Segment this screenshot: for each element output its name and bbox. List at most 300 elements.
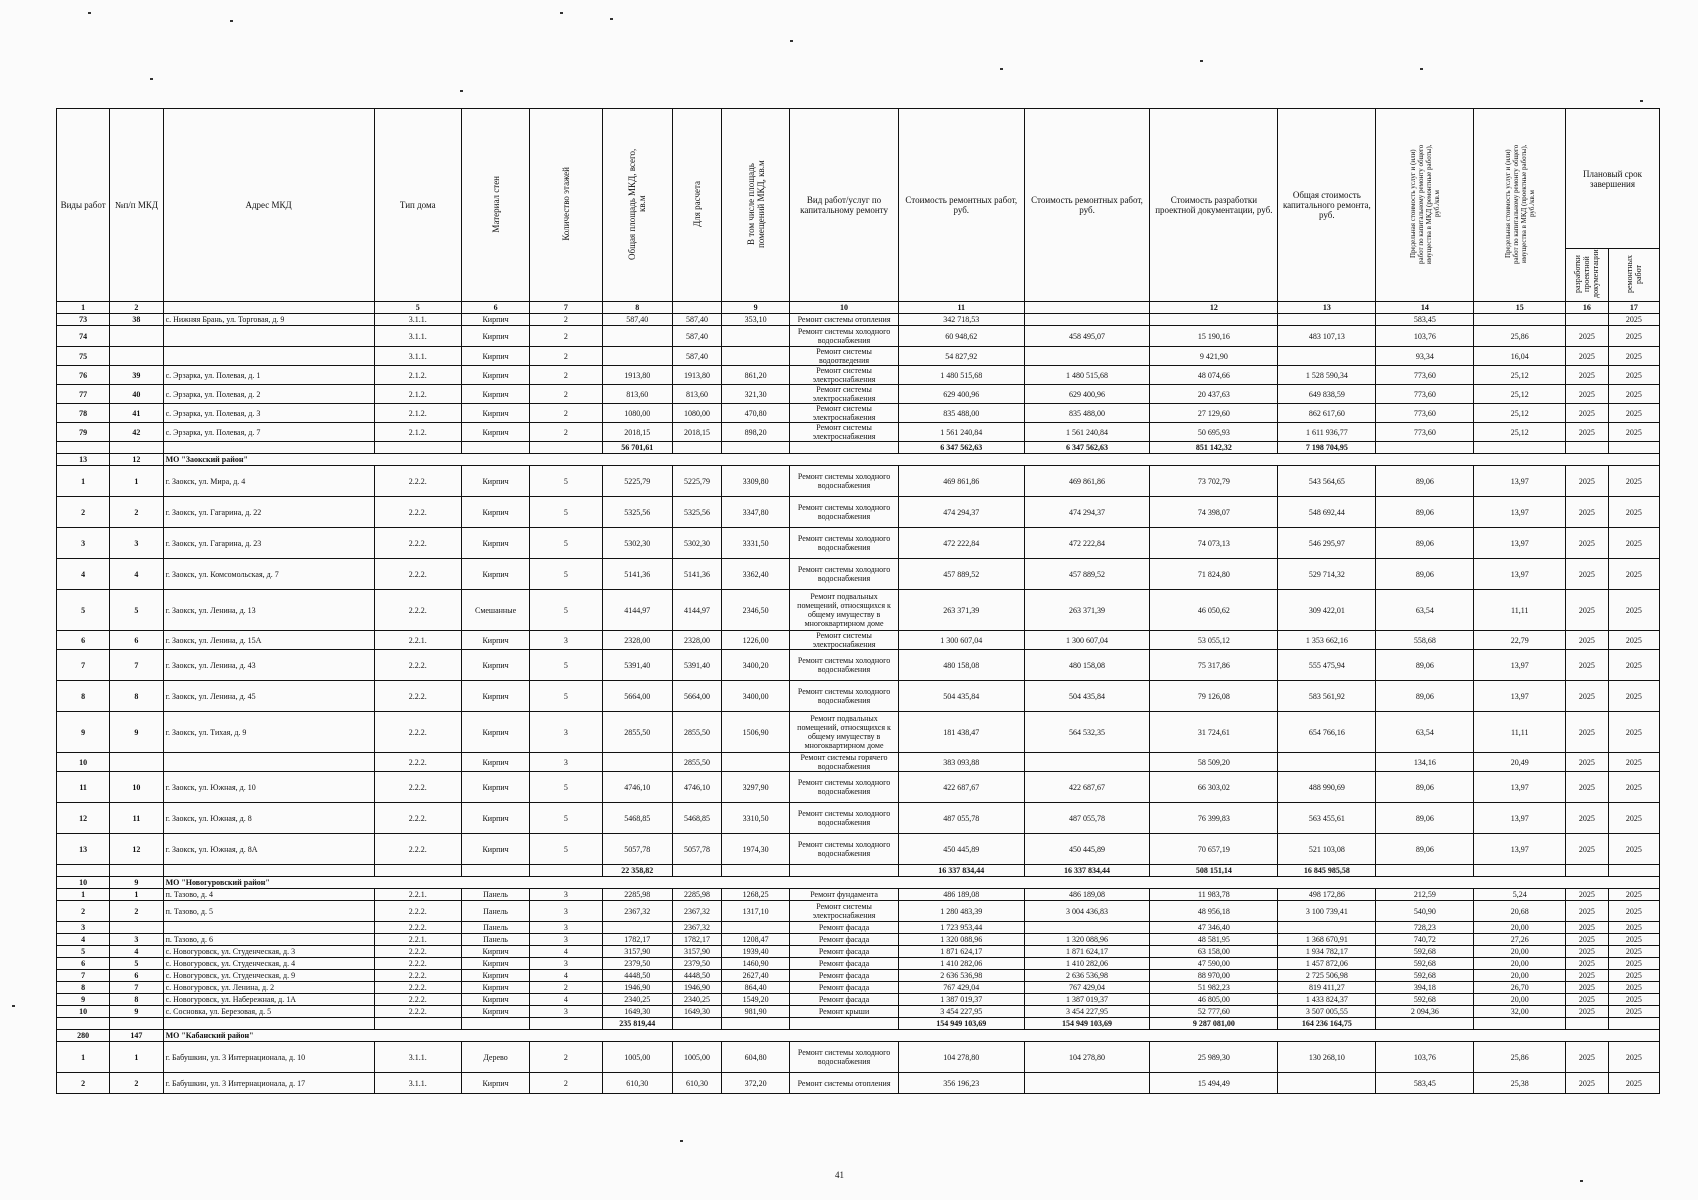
cell-max-cost-works: 212,59 bbox=[1376, 889, 1474, 901]
cell-repair-cost-1: 1 300 607,04 bbox=[898, 631, 1024, 650]
cell-repair-cost-1: 1 723 953,44 bbox=[898, 922, 1024, 934]
cell-house-type: 2.2.2. bbox=[374, 772, 461, 803]
cell-max-cost-works: 773,60 bbox=[1376, 366, 1474, 385]
cell-total-area: 1005,00 bbox=[602, 1042, 672, 1073]
cell-house-type: 2.1.2. bbox=[374, 404, 461, 423]
table-row bbox=[57, 803, 1660, 834]
cell-vid-rabot: 9 bbox=[57, 712, 110, 753]
cell-floors: 3 bbox=[530, 934, 602, 946]
cell-premises-area: 1268,25 bbox=[721, 889, 789, 901]
cell-work-type: Ремонт системы холодного водоснабжения bbox=[790, 803, 899, 834]
column-number: 7 bbox=[530, 302, 602, 314]
cell-max-cost-works: 540,90 bbox=[1376, 901, 1474, 922]
cell-work-type: Ремонт системы холодного водоснабжения bbox=[790, 559, 899, 590]
cell-house-type: 2.2.2. bbox=[374, 753, 461, 772]
col-planned-term: Плановый срок завершения bbox=[1566, 109, 1660, 249]
subtotal-repair-cost-2: 16 337 834,44 bbox=[1024, 865, 1150, 877]
cell-total-area: 1080,00 bbox=[602, 404, 672, 423]
cell-address: г. Заокск, ул. Ленина, д. 13 bbox=[163, 590, 374, 631]
cell-nn-mkd: 9 bbox=[110, 712, 163, 753]
cell-calc-area: 1913,80 bbox=[672, 366, 721, 385]
cell-calc-area: 3157,90 bbox=[672, 946, 721, 958]
cell-max-cost-design: 25,86 bbox=[1474, 326, 1566, 347]
cell-max-cost-design: 5,24 bbox=[1474, 889, 1566, 901]
col-total-area: Общая площадь МКД, всего, кв.м bbox=[602, 109, 672, 302]
cell-premises-area bbox=[721, 922, 789, 934]
cell-work-type: Ремонт системы отопления bbox=[790, 314, 899, 326]
cell-design-cost: 48 074,66 bbox=[1150, 366, 1278, 385]
subtotal-vid-rabot bbox=[57, 1018, 110, 1030]
cell-nn-mkd: 1 bbox=[110, 889, 163, 901]
cell-address: г. Заокск, ул. Южная, д. 10 bbox=[163, 772, 374, 803]
cell-house-type: 2.2.2. bbox=[374, 497, 461, 528]
cell-term-repair: 2025 bbox=[1608, 631, 1659, 650]
col-house-type: Тип дома bbox=[374, 109, 461, 302]
cell-address: с. Нижняя Брань, ул. Торговая, д. 9 bbox=[163, 314, 374, 326]
cell-work-type: Ремонт системы электроснабжения bbox=[790, 366, 899, 385]
cell-total-area: 5664,00 bbox=[602, 681, 672, 712]
cell-term-repair: 2025 bbox=[1608, 366, 1659, 385]
cell-term-design: 2025 bbox=[1566, 772, 1609, 803]
cell-repair-cost-2 bbox=[1024, 347, 1150, 366]
subtotal-total-area: 22 358,82 bbox=[602, 865, 672, 877]
cell-design-cost: 71 824,80 bbox=[1150, 559, 1278, 590]
column-number: 9 bbox=[721, 302, 789, 314]
col-address: Адрес МКД bbox=[163, 109, 374, 302]
cell-term-design: 2025 bbox=[1566, 934, 1609, 946]
cell-vid-rabot: 7 bbox=[57, 970, 110, 982]
cell-max-cost-works: 773,60 bbox=[1376, 404, 1474, 423]
cell-nn-mkd: 6 bbox=[110, 970, 163, 982]
cell-nn-mkd: 41 bbox=[110, 404, 163, 423]
page-number: 41 bbox=[835, 1170, 844, 1180]
cell-max-cost-design: 13,97 bbox=[1474, 466, 1566, 497]
cell-premises-area: 3310,50 bbox=[721, 803, 789, 834]
cell-total-cost: 862 617,60 bbox=[1278, 404, 1376, 423]
scan-speck bbox=[1580, 1180, 1583, 1182]
cell-total-area: 4144,97 bbox=[602, 590, 672, 631]
cell-total-cost: 555 475,94 bbox=[1278, 650, 1376, 681]
cell-repair-cost-2: 1 320 088,96 bbox=[1024, 934, 1150, 946]
cell-repair-cost-2: 487 055,78 bbox=[1024, 803, 1150, 834]
cell-repair-cost-2: 3 004 436,83 bbox=[1024, 901, 1150, 922]
cell-repair-cost-1: 342 718,53 bbox=[898, 314, 1024, 326]
cell-work-type: Ремонт фасада bbox=[790, 970, 899, 982]
cell-total-cost bbox=[1278, 314, 1376, 326]
cell-premises-area bbox=[721, 753, 789, 772]
cell-address: г. Бабушкин, ул. 3 Интернационала, д. 17 bbox=[163, 1073, 374, 1094]
cell-max-cost-design: 25,38 bbox=[1474, 1073, 1566, 1094]
subtotal-total-cost: 164 236 164,75 bbox=[1278, 1018, 1376, 1030]
cell-floors: 3 bbox=[530, 753, 602, 772]
cell-floors: 2 bbox=[530, 1073, 602, 1094]
column-number-row bbox=[57, 302, 1660, 314]
district-name: МО "Кабанский район" bbox=[163, 1030, 1659, 1042]
cell-floors: 5 bbox=[530, 834, 602, 865]
cell-nn-mkd: 8 bbox=[110, 681, 163, 712]
subtotal-term-repair bbox=[1608, 442, 1659, 454]
col-term-design: разработки проектной документации bbox=[1566, 249, 1609, 302]
cell-work-type: Ремонт системы электроснабжения bbox=[790, 901, 899, 922]
district-cell-nn-mkd: 12 bbox=[110, 454, 163, 466]
cell-total-area: 2328,00 bbox=[602, 631, 672, 650]
capital-repair-table-container bbox=[56, 108, 1660, 1094]
table-header bbox=[57, 109, 1660, 314]
cell-total-area: 5468,85 bbox=[602, 803, 672, 834]
cell-house-type: 3.1.1. bbox=[374, 326, 461, 347]
cell-term-repair: 2025 bbox=[1608, 982, 1659, 994]
cell-house-type: 3.1.1. bbox=[374, 1042, 461, 1073]
subtotal-address bbox=[163, 1018, 374, 1030]
cell-total-cost: 521 103,08 bbox=[1278, 834, 1376, 865]
cell-premises-area: 1939,40 bbox=[721, 946, 789, 958]
table-row bbox=[57, 834, 1660, 865]
cell-total-area: 4448,50 bbox=[602, 970, 672, 982]
cell-design-cost bbox=[1150, 314, 1278, 326]
column-number: 5 bbox=[374, 302, 461, 314]
subtotal-calc-area bbox=[672, 442, 721, 454]
cell-wall-material: Кирпич bbox=[461, 631, 529, 650]
column-number bbox=[163, 302, 374, 314]
cell-house-type: 2.2.1. bbox=[374, 889, 461, 901]
cell-design-cost: 31 724,61 bbox=[1150, 712, 1278, 753]
cell-total-area: 5302,30 bbox=[602, 528, 672, 559]
cell-design-cost: 51 982,23 bbox=[1150, 982, 1278, 994]
cell-term-repair: 2025 bbox=[1608, 559, 1659, 590]
cell-nn-mkd: 4 bbox=[110, 559, 163, 590]
subtotal-max-cost-design bbox=[1474, 442, 1566, 454]
cell-premises-area: 2346,50 bbox=[721, 590, 789, 631]
cell-repair-cost-1: 504 435,84 bbox=[898, 681, 1024, 712]
cell-house-type: 2.2.2. bbox=[374, 982, 461, 994]
cell-max-cost-design: 20,68 bbox=[1474, 901, 1566, 922]
district-row bbox=[57, 454, 1660, 466]
cell-term-repair: 2025 bbox=[1608, 994, 1659, 1006]
cell-repair-cost-1: 263 371,39 bbox=[898, 590, 1024, 631]
cell-repair-cost-1: 54 827,92 bbox=[898, 347, 1024, 366]
table-row bbox=[57, 466, 1660, 497]
subtotal-address bbox=[163, 865, 374, 877]
cell-house-type: 2.1.2. bbox=[374, 385, 461, 404]
cell-total-cost bbox=[1278, 753, 1376, 772]
cell-vid-rabot: 8 bbox=[57, 681, 110, 712]
col-total-cost: Общая стоимость капитального ремонта, руб. bbox=[1278, 109, 1376, 302]
cell-total-area: 2855,50 bbox=[602, 712, 672, 753]
cell-max-cost-works: 728,23 bbox=[1376, 922, 1474, 934]
table-row bbox=[57, 347, 1660, 366]
cell-vid-rabot: 2 bbox=[57, 901, 110, 922]
table-row bbox=[57, 1042, 1660, 1073]
cell-address: г. Заокск, ул. Гагарина, д. 22 bbox=[163, 497, 374, 528]
cell-max-cost-design: 16,04 bbox=[1474, 347, 1566, 366]
cell-total-cost: 546 295,97 bbox=[1278, 528, 1376, 559]
cell-nn-mkd: 5 bbox=[110, 958, 163, 970]
subtotal-house-type bbox=[374, 442, 461, 454]
cell-calc-area: 587,40 bbox=[672, 314, 721, 326]
cell-total-cost: 649 838,59 bbox=[1278, 385, 1376, 404]
cell-term-repair: 2025 bbox=[1608, 497, 1659, 528]
col-repair-cost-1: Стоимость ремонтных работ, руб. bbox=[898, 109, 1024, 302]
cell-address: п. Тазово, д. 4 bbox=[163, 889, 374, 901]
cell-total-cost: 548 692,44 bbox=[1278, 497, 1376, 528]
cell-total-area bbox=[602, 753, 672, 772]
cell-nn-mkd: 2 bbox=[110, 1073, 163, 1094]
cell-term-repair: 2025 bbox=[1608, 772, 1659, 803]
cell-calc-area: 5664,00 bbox=[672, 681, 721, 712]
subtotal-term-design bbox=[1566, 442, 1609, 454]
cell-vid-rabot: 6 bbox=[57, 958, 110, 970]
cell-repair-cost-1: 450 445,89 bbox=[898, 834, 1024, 865]
cell-wall-material: Кирпич bbox=[461, 423, 529, 442]
cell-address bbox=[163, 326, 374, 347]
district-name: МО "Заокский район" bbox=[163, 454, 1659, 466]
cell-address: с. Новогуровск, ул. Ленина, д. 2 bbox=[163, 982, 374, 994]
cell-max-cost-works: 89,06 bbox=[1376, 772, 1474, 803]
cell-max-cost-works: 89,06 bbox=[1376, 650, 1474, 681]
cell-total-cost: 3 100 739,41 bbox=[1278, 901, 1376, 922]
cell-wall-material: Кирпич bbox=[461, 834, 529, 865]
cell-calc-area: 2328,00 bbox=[672, 631, 721, 650]
column-number: 15 bbox=[1474, 302, 1566, 314]
cell-premises-area: 3400,00 bbox=[721, 681, 789, 712]
cell-design-cost: 74 073,13 bbox=[1150, 528, 1278, 559]
cell-house-type: 2.2.2. bbox=[374, 901, 461, 922]
subtotal-repair-cost-1: 16 337 834,44 bbox=[898, 865, 1024, 877]
cell-vid-rabot: 6 bbox=[57, 631, 110, 650]
cell-floors: 2 bbox=[530, 982, 602, 994]
cell-total-cost: 130 268,10 bbox=[1278, 1042, 1376, 1073]
cell-premises-area: 3347,80 bbox=[721, 497, 789, 528]
cell-repair-cost-2: 2 636 536,98 bbox=[1024, 970, 1150, 982]
subtotal-total-area: 235 819,44 bbox=[602, 1018, 672, 1030]
column-number bbox=[672, 302, 721, 314]
cell-vid-rabot: 4 bbox=[57, 934, 110, 946]
cell-term-design: 2025 bbox=[1566, 753, 1609, 772]
subtotal-total-area: 56 701,61 bbox=[602, 442, 672, 454]
cell-floors: 3 bbox=[530, 958, 602, 970]
cell-max-cost-works: 63,54 bbox=[1376, 712, 1474, 753]
cell-house-type: 2.2.2. bbox=[374, 590, 461, 631]
cell-wall-material: Дерево bbox=[461, 1042, 529, 1073]
cell-max-cost-works: 89,06 bbox=[1376, 528, 1474, 559]
cell-address: с. Эрзарка, ул. Полевая, д. 7 bbox=[163, 423, 374, 442]
cell-max-cost-works: 63,54 bbox=[1376, 590, 1474, 631]
subtotal-vid-rabot bbox=[57, 865, 110, 877]
subtotal-row bbox=[57, 865, 1660, 877]
subtotal-max-cost-works bbox=[1376, 1018, 1474, 1030]
subtotal-max-cost-design bbox=[1474, 1018, 1566, 1030]
cell-address: с. Новогуровск, ул. Студенческая, д. 9 bbox=[163, 970, 374, 982]
cell-nn-mkd bbox=[110, 922, 163, 934]
col-vid-rabot: Виды работ bbox=[57, 109, 110, 302]
cell-work-type: Ремонт системы отопления bbox=[790, 1073, 899, 1094]
cell-design-cost: 88 970,00 bbox=[1150, 970, 1278, 982]
cell-repair-cost-2: 1 387 019,37 bbox=[1024, 994, 1150, 1006]
cell-floors: 4 bbox=[530, 970, 602, 982]
cell-address: с. Эрзарка, ул. Полевая, д. 2 bbox=[163, 385, 374, 404]
subtotal-design-cost: 508 151,14 bbox=[1150, 865, 1278, 877]
cell-design-cost: 70 657,19 bbox=[1150, 834, 1278, 865]
cell-floors: 3 bbox=[530, 922, 602, 934]
cell-house-type: 2.2.1. bbox=[374, 631, 461, 650]
cell-max-cost-works: 592,68 bbox=[1376, 958, 1474, 970]
scan-speck bbox=[12, 1005, 15, 1007]
cell-term-repair: 2025 bbox=[1608, 803, 1659, 834]
cell-term-repair: 2025 bbox=[1608, 1042, 1659, 1073]
cell-house-type: 2.2.2. bbox=[374, 946, 461, 958]
table-body bbox=[57, 314, 1660, 1094]
cell-repair-cost-2: 1 561 240,84 bbox=[1024, 423, 1150, 442]
cell-floors: 2 bbox=[530, 314, 602, 326]
cell-address: г. Заокск, ул. Ленина, д. 45 bbox=[163, 681, 374, 712]
cell-wall-material: Кирпич bbox=[461, 347, 529, 366]
column-number: 14 bbox=[1376, 302, 1474, 314]
cell-term-repair: 2025 bbox=[1608, 834, 1659, 865]
cell-max-cost-works: 773,60 bbox=[1376, 423, 1474, 442]
cell-wall-material: Кирпич bbox=[461, 366, 529, 385]
scan-speck bbox=[1640, 100, 1643, 102]
subtotal-wall-material bbox=[461, 1018, 529, 1030]
cell-term-design: 2025 bbox=[1566, 347, 1609, 366]
column-number: 6 bbox=[461, 302, 529, 314]
cell-wall-material: Кирпич bbox=[461, 385, 529, 404]
cell-address bbox=[163, 347, 374, 366]
scan-speck bbox=[790, 40, 793, 42]
cell-vid-rabot: 10 bbox=[57, 1006, 110, 1018]
cell-house-type: 2.2.2. bbox=[374, 559, 461, 590]
cell-wall-material: Кирпич bbox=[461, 803, 529, 834]
cell-floors: 2 bbox=[530, 404, 602, 423]
cell-term-repair: 2025 bbox=[1608, 901, 1659, 922]
cell-term-design: 2025 bbox=[1566, 1073, 1609, 1094]
cell-floors: 5 bbox=[530, 772, 602, 803]
column-number: 11 bbox=[898, 302, 1024, 314]
cell-repair-cost-2: 480 158,08 bbox=[1024, 650, 1150, 681]
district-cell-nn-mkd: 9 bbox=[110, 877, 163, 889]
cell-total-area: 5057,78 bbox=[602, 834, 672, 865]
table-row bbox=[57, 753, 1660, 772]
cell-wall-material: Кирпич bbox=[461, 712, 529, 753]
cell-floors: 2 bbox=[530, 385, 602, 404]
cell-design-cost: 46 050,62 bbox=[1150, 590, 1278, 631]
cell-nn-mkd: 11 bbox=[110, 803, 163, 834]
cell-max-cost-works: 773,60 bbox=[1376, 385, 1474, 404]
district-row bbox=[57, 877, 1660, 889]
cell-calc-area: 5302,30 bbox=[672, 528, 721, 559]
table-row bbox=[57, 314, 1660, 326]
cell-total-cost: 654 766,16 bbox=[1278, 712, 1376, 753]
cell-design-cost: 15 494,49 bbox=[1150, 1073, 1278, 1094]
cell-wall-material: Панель bbox=[461, 889, 529, 901]
cell-nn-mkd: 4 bbox=[110, 946, 163, 958]
subtotal-nn-mkd bbox=[110, 865, 163, 877]
cell-vid-rabot: 10 bbox=[57, 753, 110, 772]
cell-vid-rabot: 8 bbox=[57, 982, 110, 994]
cell-max-cost-works: 583,45 bbox=[1376, 1073, 1474, 1094]
cell-total-cost: 583 561,92 bbox=[1278, 681, 1376, 712]
cell-repair-cost-1: 1 387 019,37 bbox=[898, 994, 1024, 1006]
table-row bbox=[57, 631, 1660, 650]
cell-max-cost-design: 11,11 bbox=[1474, 590, 1566, 631]
cell-repair-cost-1: 1 320 088,96 bbox=[898, 934, 1024, 946]
cell-repair-cost-1: 835 488,00 bbox=[898, 404, 1024, 423]
cell-term-design: 2025 bbox=[1566, 970, 1609, 982]
cell-term-repair: 2025 bbox=[1608, 650, 1659, 681]
cell-premises-area: 604,80 bbox=[721, 1042, 789, 1073]
cell-repair-cost-1: 60 948,62 bbox=[898, 326, 1024, 347]
cell-max-cost-design: 25,12 bbox=[1474, 385, 1566, 404]
cell-address: г. Заокск, ул. Ленина, д. 15А bbox=[163, 631, 374, 650]
cell-total-cost: 483 107,13 bbox=[1278, 326, 1376, 347]
cell-wall-material: Кирпич bbox=[461, 314, 529, 326]
cell-vid-rabot: 73 bbox=[57, 314, 110, 326]
cell-total-area bbox=[602, 922, 672, 934]
cell-premises-area: 3331,50 bbox=[721, 528, 789, 559]
cell-repair-cost-2: 457 889,52 bbox=[1024, 559, 1150, 590]
cell-max-cost-works: 2 094,36 bbox=[1376, 1006, 1474, 1018]
cell-max-cost-works: 103,76 bbox=[1376, 326, 1474, 347]
subtotal-address bbox=[163, 442, 374, 454]
cell-house-type: 2.2.2. bbox=[374, 681, 461, 712]
cell-nn-mkd: 1 bbox=[110, 466, 163, 497]
cell-repair-cost-1: 480 158,08 bbox=[898, 650, 1024, 681]
table-row bbox=[57, 712, 1660, 753]
cell-wall-material: Кирпич bbox=[461, 1073, 529, 1094]
cell-premises-area: 321,30 bbox=[721, 385, 789, 404]
cell-calc-area: 2379,50 bbox=[672, 958, 721, 970]
cell-max-cost-works: 89,06 bbox=[1376, 466, 1474, 497]
cell-floors: 2 bbox=[530, 423, 602, 442]
subtotal-repair-cost-1: 154 949 103,69 bbox=[898, 1018, 1024, 1030]
cell-term-design: 2025 bbox=[1566, 650, 1609, 681]
cell-total-cost: 309 422,01 bbox=[1278, 590, 1376, 631]
cell-vid-rabot: 7 bbox=[57, 650, 110, 681]
cell-total-cost: 543 564,65 bbox=[1278, 466, 1376, 497]
cell-nn-mkd: 38 bbox=[110, 314, 163, 326]
cell-calc-area: 1649,30 bbox=[672, 1006, 721, 1018]
cell-vid-rabot: 3 bbox=[57, 922, 110, 934]
cell-wall-material: Кирпич bbox=[461, 970, 529, 982]
cell-repair-cost-2: 3 454 227,95 bbox=[1024, 1006, 1150, 1018]
cell-nn-mkd bbox=[110, 326, 163, 347]
cell-nn-mkd: 5 bbox=[110, 590, 163, 631]
column-number: 17 bbox=[1608, 302, 1659, 314]
cell-premises-area bbox=[721, 347, 789, 366]
col-floors: Количество этажей bbox=[530, 109, 602, 302]
cell-premises-area: 3297,90 bbox=[721, 772, 789, 803]
cell-max-cost-works: 89,06 bbox=[1376, 559, 1474, 590]
cell-calc-area: 813,60 bbox=[672, 385, 721, 404]
cell-floors: 5 bbox=[530, 528, 602, 559]
subtotal-nn-mkd bbox=[110, 1018, 163, 1030]
cell-floors: 5 bbox=[530, 650, 602, 681]
cell-calc-area: 4448,50 bbox=[672, 970, 721, 982]
capital-repair-table bbox=[56, 108, 1660, 1094]
cell-house-type: 2.1.2. bbox=[374, 423, 461, 442]
district-row bbox=[57, 1030, 1660, 1042]
cell-repair-cost-1: 469 861,86 bbox=[898, 466, 1024, 497]
cell-design-cost: 73 702,79 bbox=[1150, 466, 1278, 497]
cell-floors: 3 bbox=[530, 631, 602, 650]
cell-house-type: 3.1.1. bbox=[374, 314, 461, 326]
subtotal-max-cost-works bbox=[1376, 442, 1474, 454]
cell-nn-mkd: 6 bbox=[110, 631, 163, 650]
cell-max-cost-works: 558,68 bbox=[1376, 631, 1474, 650]
cell-work-type: Ремонт системы холодного водоснабжения bbox=[790, 772, 899, 803]
cell-repair-cost-2: 458 495,07 bbox=[1024, 326, 1150, 347]
cell-house-type: 3.1.1. bbox=[374, 1073, 461, 1094]
cell-wall-material: Кирпич bbox=[461, 326, 529, 347]
